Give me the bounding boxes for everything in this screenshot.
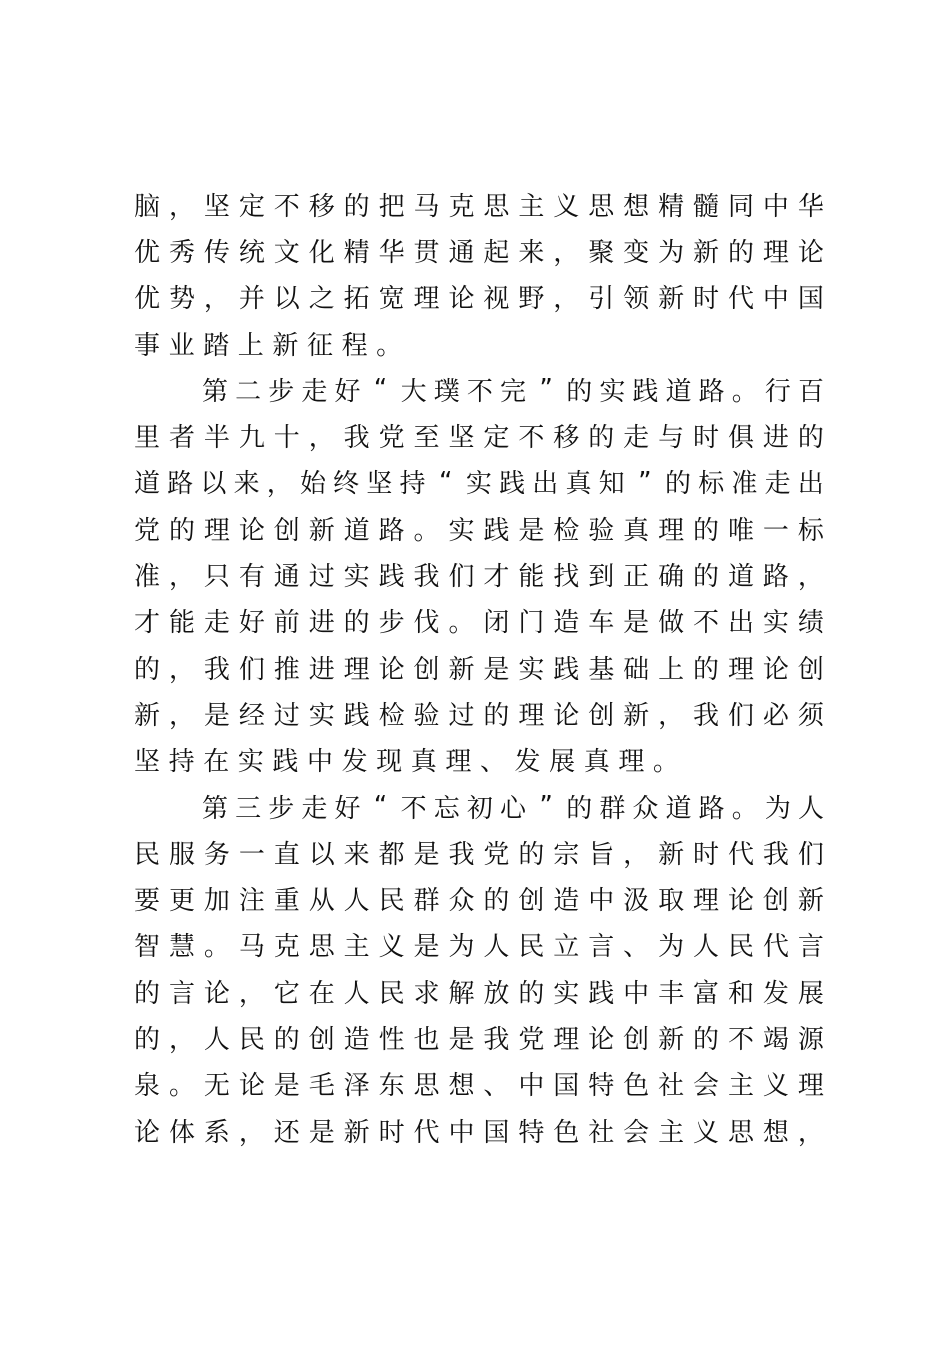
text-line: 泉 。 无 论 是 毛 泽 东 思 想 、 中 国 特 色 社 会 主 义 理 xyxy=(134,1071,824,1102)
text-line: 民 服 务 一 直 以 来 都 是 我 党 的 宗 旨 ， 新 时 代 我 们 xyxy=(134,839,824,870)
text-line: 脑 ， 坚 定 不 移 的 把 马 克 思 主 义 思 想 精 髓 同 中 华 xyxy=(134,191,824,222)
text-line: 论 体 系 ， 还 是 新 时 代 中 国 特 色 社 会 主 义 思 想 ， xyxy=(134,1117,824,1148)
text-line: 党 的 理 论 创 新 道 路 。 实 践 是 检 验 真 理 的 唯 一 标 xyxy=(134,515,824,546)
text-line: 要 更 加 注 重 从 人 民 群 众 的 创 造 中 汲 取 理 论 创 新 xyxy=(134,886,824,917)
text-line: 优 秀 传 统 文 化 精 华 贯 通 起 来 ， 聚 变 为 新 的 理 论 xyxy=(134,237,824,268)
text-line: 的 ， 人 民 的 创 造 性 也 是 我 党 理 论 创 新 的 不 竭 源 xyxy=(134,1024,824,1055)
text-line: 里 者 半 九 十 ， 我 党 至 坚 定 不 移 的 走 与 时 俱 进 的 xyxy=(134,423,824,454)
text-line: 的 ， 我 们 推 进 理 论 创 新 是 实 践 基 础 上 的 理 论 创 xyxy=(134,654,824,685)
text-line: 的 言 论 ， 它 在 人 民 求 解 放 的 实 践 中 丰 富 和 发 展 xyxy=(134,978,824,1009)
text-line: 坚 持 在 实 践 中 发 现 真 理 、 发 展 真 理 。 xyxy=(134,747,679,778)
text-line: 智 慧 。 马 克 思 主 义 是 为 人 民 立 言 、 为 人 民 代 言 xyxy=(134,932,824,963)
text-line: 优 势 ， 并 以 之 拓 宽 理 论 视 野 ， 引 领 新 时 代 中 国 xyxy=(134,284,824,315)
text-line: 道 路 以 来 ， 始 终 坚 持 “ 实 践 出 真 知 ” 的 标 准 走 出 xyxy=(134,466,824,500)
text-line: 准 ， 只 有 通 过 实 践 我 们 才 能 找 到 正 确 的 道 路 ， xyxy=(134,562,824,593)
paragraph-first-line: 第 三 步 走 好 “ 不 忘 初 心 ” 的 群 众 道 路 。 为 人 xyxy=(202,791,824,824)
paragraph-first-line: 第 二 步 走 好 “ 大 璞 不 完 ” 的 实 践 道 路 。 行 百 xyxy=(202,374,824,407)
text-line: 才 能 走 好 前 进 的 步 伐 。 闭 门 造 车 是 做 不 出 实 绩 xyxy=(134,608,824,639)
text-line: 事 业 踏 上 新 征 程 。 xyxy=(134,330,403,361)
body-text xyxy=(134,181,824,1153)
text-line: 新 ， 是 经 过 实 践 检 验 过 的 理 论 创 新 ， 我 们 必 须 xyxy=(134,700,824,731)
